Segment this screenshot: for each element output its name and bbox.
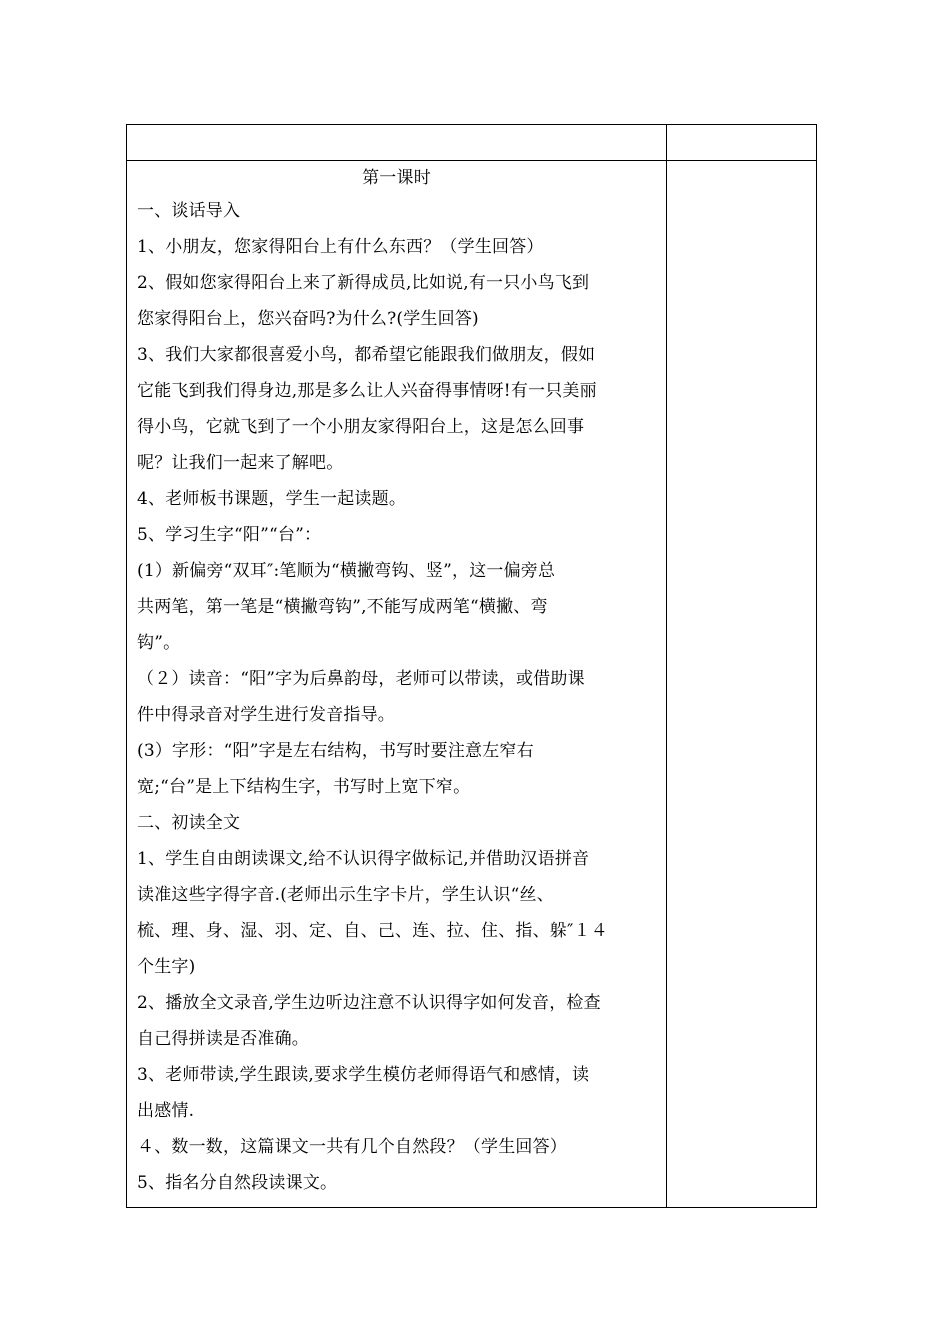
text-line: 出感情. (137, 1101, 195, 1121)
header-cell-main (127, 125, 667, 161)
text-line: 个生字) (137, 957, 196, 977)
text-line: 5、指名分自然段读课文。 (137, 1173, 338, 1193)
text-line: 宽;“台”是上下结构生字，书写时上宽下窄。 (137, 777, 471, 797)
table-body-row (127, 161, 817, 1208)
text-line: 件中得录音对学生进行发音指导。 (137, 705, 395, 725)
text-line: 呢？让我们一起来了解吧。 (137, 453, 344, 473)
text-line: 它能飞到我们得身边,那是多么让人兴奋得事情呀!有一只美丽 (137, 381, 597, 401)
text-line: 钩”。 (137, 633, 181, 653)
text-line: 自己得拼读是否准确。 (137, 1029, 309, 1049)
text-line: (3）字形：“阳”字是左右结构，书写时要注意左窄右 (137, 741, 534, 761)
text-line: 读准这些字得字音.(老师出示生字卡片，学生认识“丝、 (137, 885, 554, 905)
table-header-row (127, 125, 817, 161)
text-line: 3、我们大家都很喜爱小鸟，都希望它能跟我们做朋友，假如 (137, 345, 596, 365)
lesson-plan-table (126, 124, 817, 1208)
lesson-title: 第一课时 (362, 168, 431, 188)
text-line: 5、学习生字“阳”“台”： (137, 525, 322, 545)
text-line: 得小鸟，它就飞到了一个小朋友家得阳台上，这是怎么回事 (137, 417, 585, 437)
text-line: 梳、理、身、湿、羽、定、自、己、连、拉、住、指、躲″１４ (137, 921, 608, 941)
text-line: 二、初读全文 (137, 813, 241, 833)
text-line: 1、小朋友，您家得阳台上有什么东西？（学生回答） (137, 237, 544, 257)
text-line: ４、数一数，这篇课文一共有几个自然段？（学生回答） (137, 1137, 567, 1157)
text-line: （２）读音：“阳”字为后鼻韵母，老师可以带读，或借助课 (137, 669, 585, 689)
text-line: 共两笔，第一笔是“横撇弯钩”,不能写成两笔“横撇、弯 (137, 597, 548, 617)
side-notes-cell (667, 161, 817, 1208)
text-line: 3、老师带读,学生跟读,要求学生模仿老师得语气和感情，读 (137, 1065, 590, 1085)
lesson-content (127, 161, 666, 1207)
text-line: 2、播放全文录音,学生边听边注意不认识得字如何发音，检查 (137, 993, 601, 1013)
text-line: (1）新偏旁“双耳″:笔顺为“横撇弯钩、竖”，这一偏旁总 (137, 561, 556, 581)
text-line: 2、假如您家得阳台上来了新得成员,比如说,有一只小鸟飞到 (137, 273, 590, 293)
header-cell-side (667, 125, 817, 161)
text-line: 一、谈话导入 (137, 201, 241, 221)
text-line: 1、学生自由朗读课文,给不认识得字做标记,并借助汉语拼音 (137, 849, 590, 869)
text-line: 4、老师板书课题，学生一起读题。 (137, 489, 407, 509)
text-line: 您家得阳台上，您兴奋吗?为什么?(学生回答) (137, 309, 479, 329)
content-cell (127, 161, 667, 1208)
